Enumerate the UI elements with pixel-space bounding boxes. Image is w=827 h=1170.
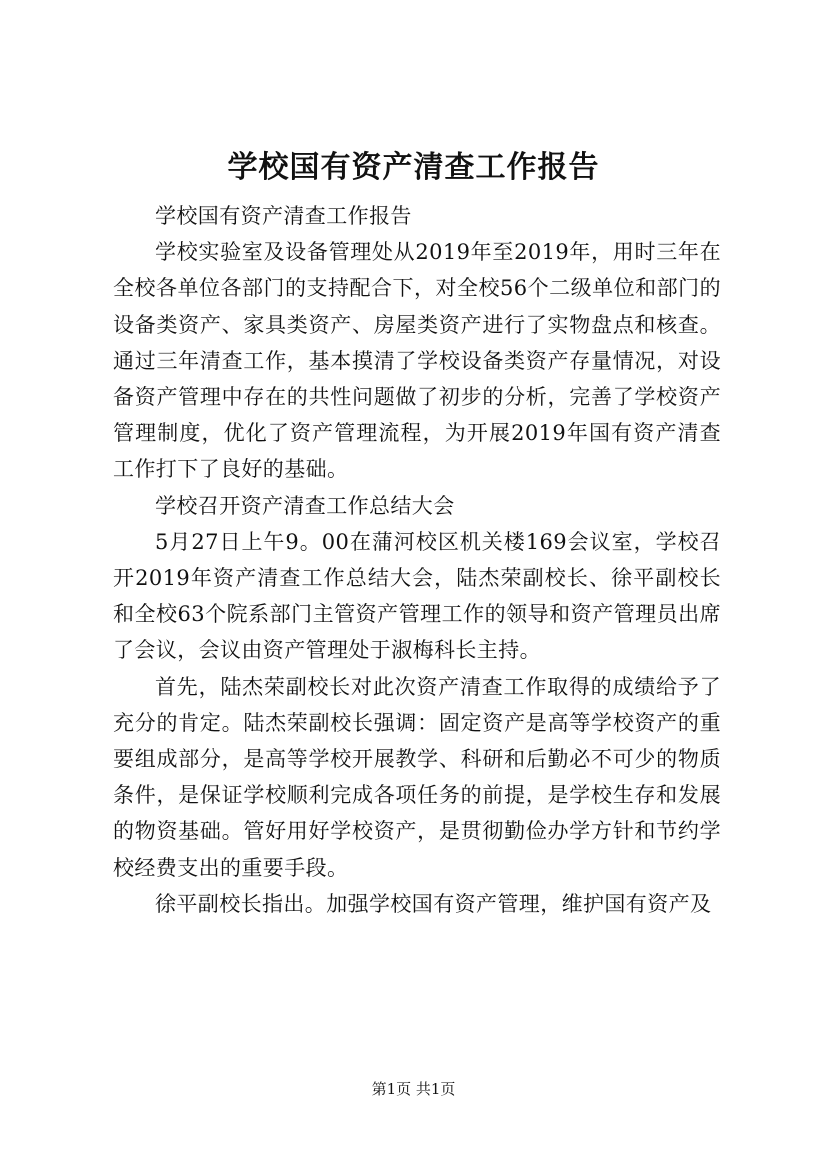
paragraph-speech-2: 徐平副校长指出。加强学校国有资产管理，维护国有资产及 (155, 891, 712, 916)
document-body (113, 198, 721, 922)
page-number-footer: 第1页 共1页 (371, 1080, 456, 1098)
paragraph-speech-1: 首先，陆杰荣副校长对此次资产清查工作取得的成绩给予了充分的肯定。陆杰荣副校长强调：固定资产是高等学校资产的重要组成部分，是高等学校开展教学、科研和后勤必不可少的物质条件，是保证学校顺利完成各项任务的前提，是学校生存和发展的物资基础。管好用好学校资产，是贯彻勤俭办学方针和节约学校经费支出的重要手段。 (113, 674, 721, 880)
paragraph-subtitle: 学校国有资产清查工作报告 (155, 204, 412, 228)
paragraph-intro: 学校实验室及设备管理处从2019年至2019年，用时三年在全校各单位各部门的支持配合下，对全校56个二级单位和部门的设备类资产、家具类资产、房屋类资产进行了实物盘点和核查。通过三年清查工作，基本摸清了学校设备类资产存量情况，对设备资产管理中存在的共性问题做了初步的分析，完善了学校资产管理制度，优化了资产管理流程，为开展2019年国有资产清查工作打下了良好的基础。 (113, 240, 721, 482)
paragraph-meeting: 5月27日上午9。00在蒲河校区机关楼169会议室，学校召开2019年资产清查工作总结大会，陆杰荣副校长、徐平副校长和全校63个院系部门主管资产管理工作的领导和资产管理员出席了会议，会议由资产管理处于淑梅科长主持。 (113, 529, 721, 663)
paragraph-heading-meeting: 学校召开资产清查工作总结大会 (155, 493, 455, 518)
document-title: 学校国有资产清查工作报告 (227, 150, 600, 185)
